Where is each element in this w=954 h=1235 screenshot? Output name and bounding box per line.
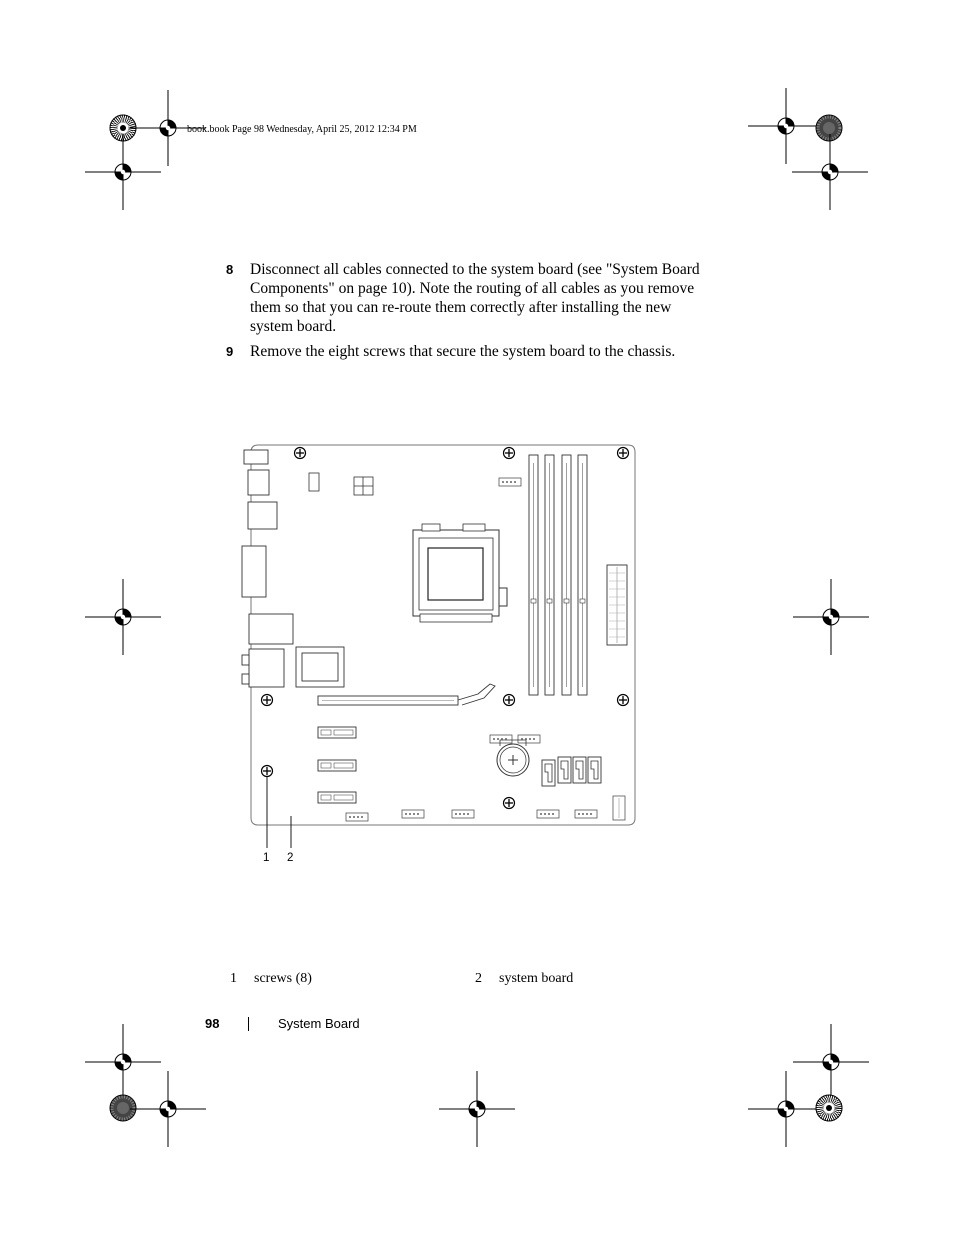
screw-icon	[295, 448, 306, 459]
bottom-header	[452, 810, 474, 818]
dimm-slot	[545, 455, 554, 695]
screw-icon	[618, 695, 629, 706]
step-number: 9	[226, 344, 234, 359]
bottom-header	[537, 810, 559, 818]
cpu-socket	[413, 524, 507, 622]
chipset	[296, 647, 344, 687]
legend-number-1: 1	[230, 971, 237, 986]
pcie-x1-slot	[318, 760, 356, 771]
fan-header	[499, 478, 521, 486]
callout-1: 1	[263, 852, 270, 864]
sata-connector	[573, 757, 586, 783]
screw-icon	[504, 448, 515, 459]
dimm-slot	[562, 455, 571, 695]
step-number: 8	[226, 262, 234, 277]
pcie-x1-slot	[318, 792, 356, 803]
bottom-header	[402, 810, 424, 818]
front-panel-header	[613, 796, 625, 820]
dimm-slot	[578, 455, 587, 695]
print-stamp: book.book Page 98 Wednesday, April 25, 2012 12:34 PM	[187, 124, 417, 135]
legend-number-2: 2	[475, 971, 482, 986]
callout-2: 2	[287, 852, 294, 864]
bottom-header	[346, 813, 368, 821]
step-text: Remove the eight screws that secure the system board to the chassis.	[250, 343, 676, 360]
section-title: System Board	[278, 1016, 360, 1031]
jumper-header	[490, 735, 512, 743]
legend-label-1: screws (8)	[254, 971, 312, 986]
sata-connector	[588, 757, 601, 783]
screw-icon	[618, 448, 629, 459]
legend-label-2: system board	[499, 971, 574, 986]
sata-connector	[558, 757, 571, 783]
pcie-x1-slot	[318, 727, 356, 738]
screw-icon	[504, 798, 515, 809]
bottom-header	[575, 810, 597, 818]
screw-icon	[262, 766, 273, 777]
sata-connector	[542, 760, 555, 786]
jumper-header	[518, 735, 540, 743]
main-power-connector	[607, 565, 627, 645]
screw-icon	[504, 695, 515, 706]
footer-divider	[248, 1017, 249, 1031]
screw-icon	[262, 695, 273, 706]
page-number: 98	[205, 1016, 220, 1031]
step-text: Disconnect all cables connected to the system board (see "System Board Components" on page 10). Note the routing of all cables as you remove them so that you can re-route them correctly after installing the new system board.	[250, 261, 700, 335]
dimm-slot	[529, 455, 538, 695]
